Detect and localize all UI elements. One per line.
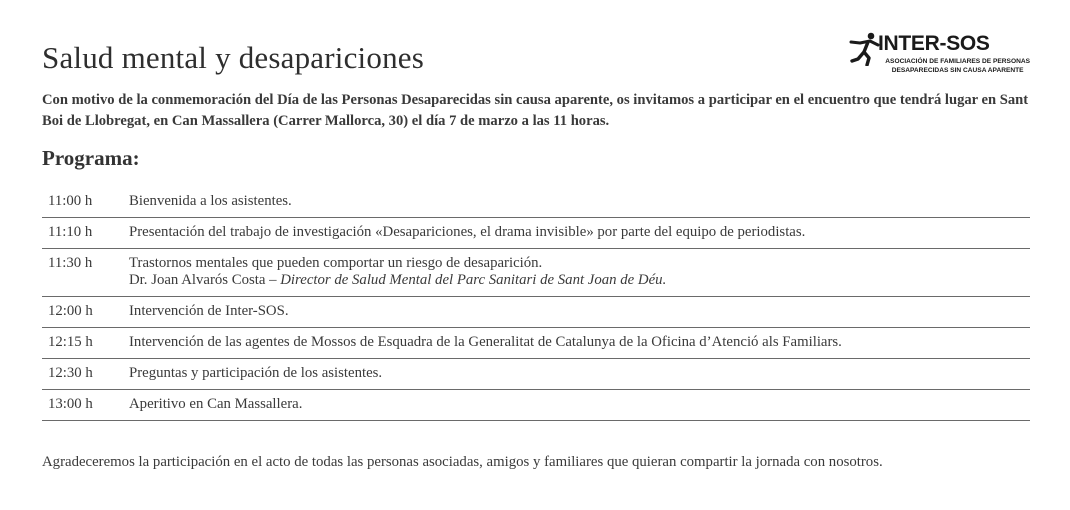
program-activity: Presentación del trabajo de investigación «Desapariciones, el drama invisible» por parte del equipo de periodistas.	[129, 224, 806, 240]
program-time: 11:30 h	[48, 255, 93, 271]
running-figure-icon	[848, 32, 882, 66]
program-row	[42, 328, 1030, 359]
logo-subtitle	[885, 58, 1030, 75]
program-activity: Preguntas y participación de los asistentes.	[129, 365, 383, 381]
logo-subtitle-line: DESAPARECIDAS SIN CAUSA APARENTE	[891, 66, 1024, 74]
program-time: 11:00 h	[48, 193, 93, 209]
program-time: 12:00 h	[48, 303, 93, 319]
program-table	[42, 187, 1030, 421]
program-row	[42, 297, 1030, 328]
inter-sos-logo	[848, 32, 1030, 84]
program-row	[42, 187, 1030, 218]
page-title: Salud mental y desapariciones	[42, 40, 424, 75]
program-row	[42, 359, 1030, 390]
program-row	[42, 218, 1030, 249]
program-activity: Bienvenida a los asistentes.	[129, 193, 292, 209]
program-activity: Intervención de Inter-SOS.	[129, 303, 289, 319]
logo-name: INTER-SOS	[878, 32, 990, 55]
program-activity-block	[129, 249, 1030, 297]
program-row	[42, 249, 1030, 297]
closing-text: Agradeceremos la participación en el acto de todas las personas asociadas, amigos y familiares que quieran compartir la jornada con nosotros.	[42, 454, 883, 470]
intro-text: Con motivo de la conmemoración del Día de las Personas Desaparecidas sin causa aparente, os invitamos a participar en el encuentro que tendrá lugar en Sant Boi de Llobregat, en Can Massallera (Carrer Mallorca, 30) el día 7 de marzo a las 11 horas.	[42, 92, 1029, 129]
program-activity: Intervención de las agentes de Mossos de Esquadra de la Generalitat de Catalunya de la Oficina d’Atenció als Familiars.	[129, 334, 842, 350]
program-heading: Programa:	[42, 146, 140, 170]
program-speaker-line	[129, 272, 1030, 289]
program-time: 12:30 h	[48, 365, 93, 381]
program-time: 11:10 h	[48, 224, 93, 240]
program-activity: Aperitivo en Can Massallera.	[129, 396, 303, 412]
program-time: 13:00 h	[48, 396, 93, 412]
logo-subtitle-line: ASOCIACIÓN DE FAMILIARES DE PERSONAS	[885, 58, 1030, 65]
program-time: 12:15 h	[48, 334, 93, 350]
program-activity: Trastornos mentales que pueden comportar un riesgo de desaparición.	[129, 255, 543, 271]
program-row	[42, 390, 1030, 421]
program-speaker: Dr. Joan Alvarós Costa –	[129, 272, 281, 288]
program-speaker-role: Director de Salud Mental del Parc Sanitari de Sant Joan de Déu.	[280, 272, 667, 288]
